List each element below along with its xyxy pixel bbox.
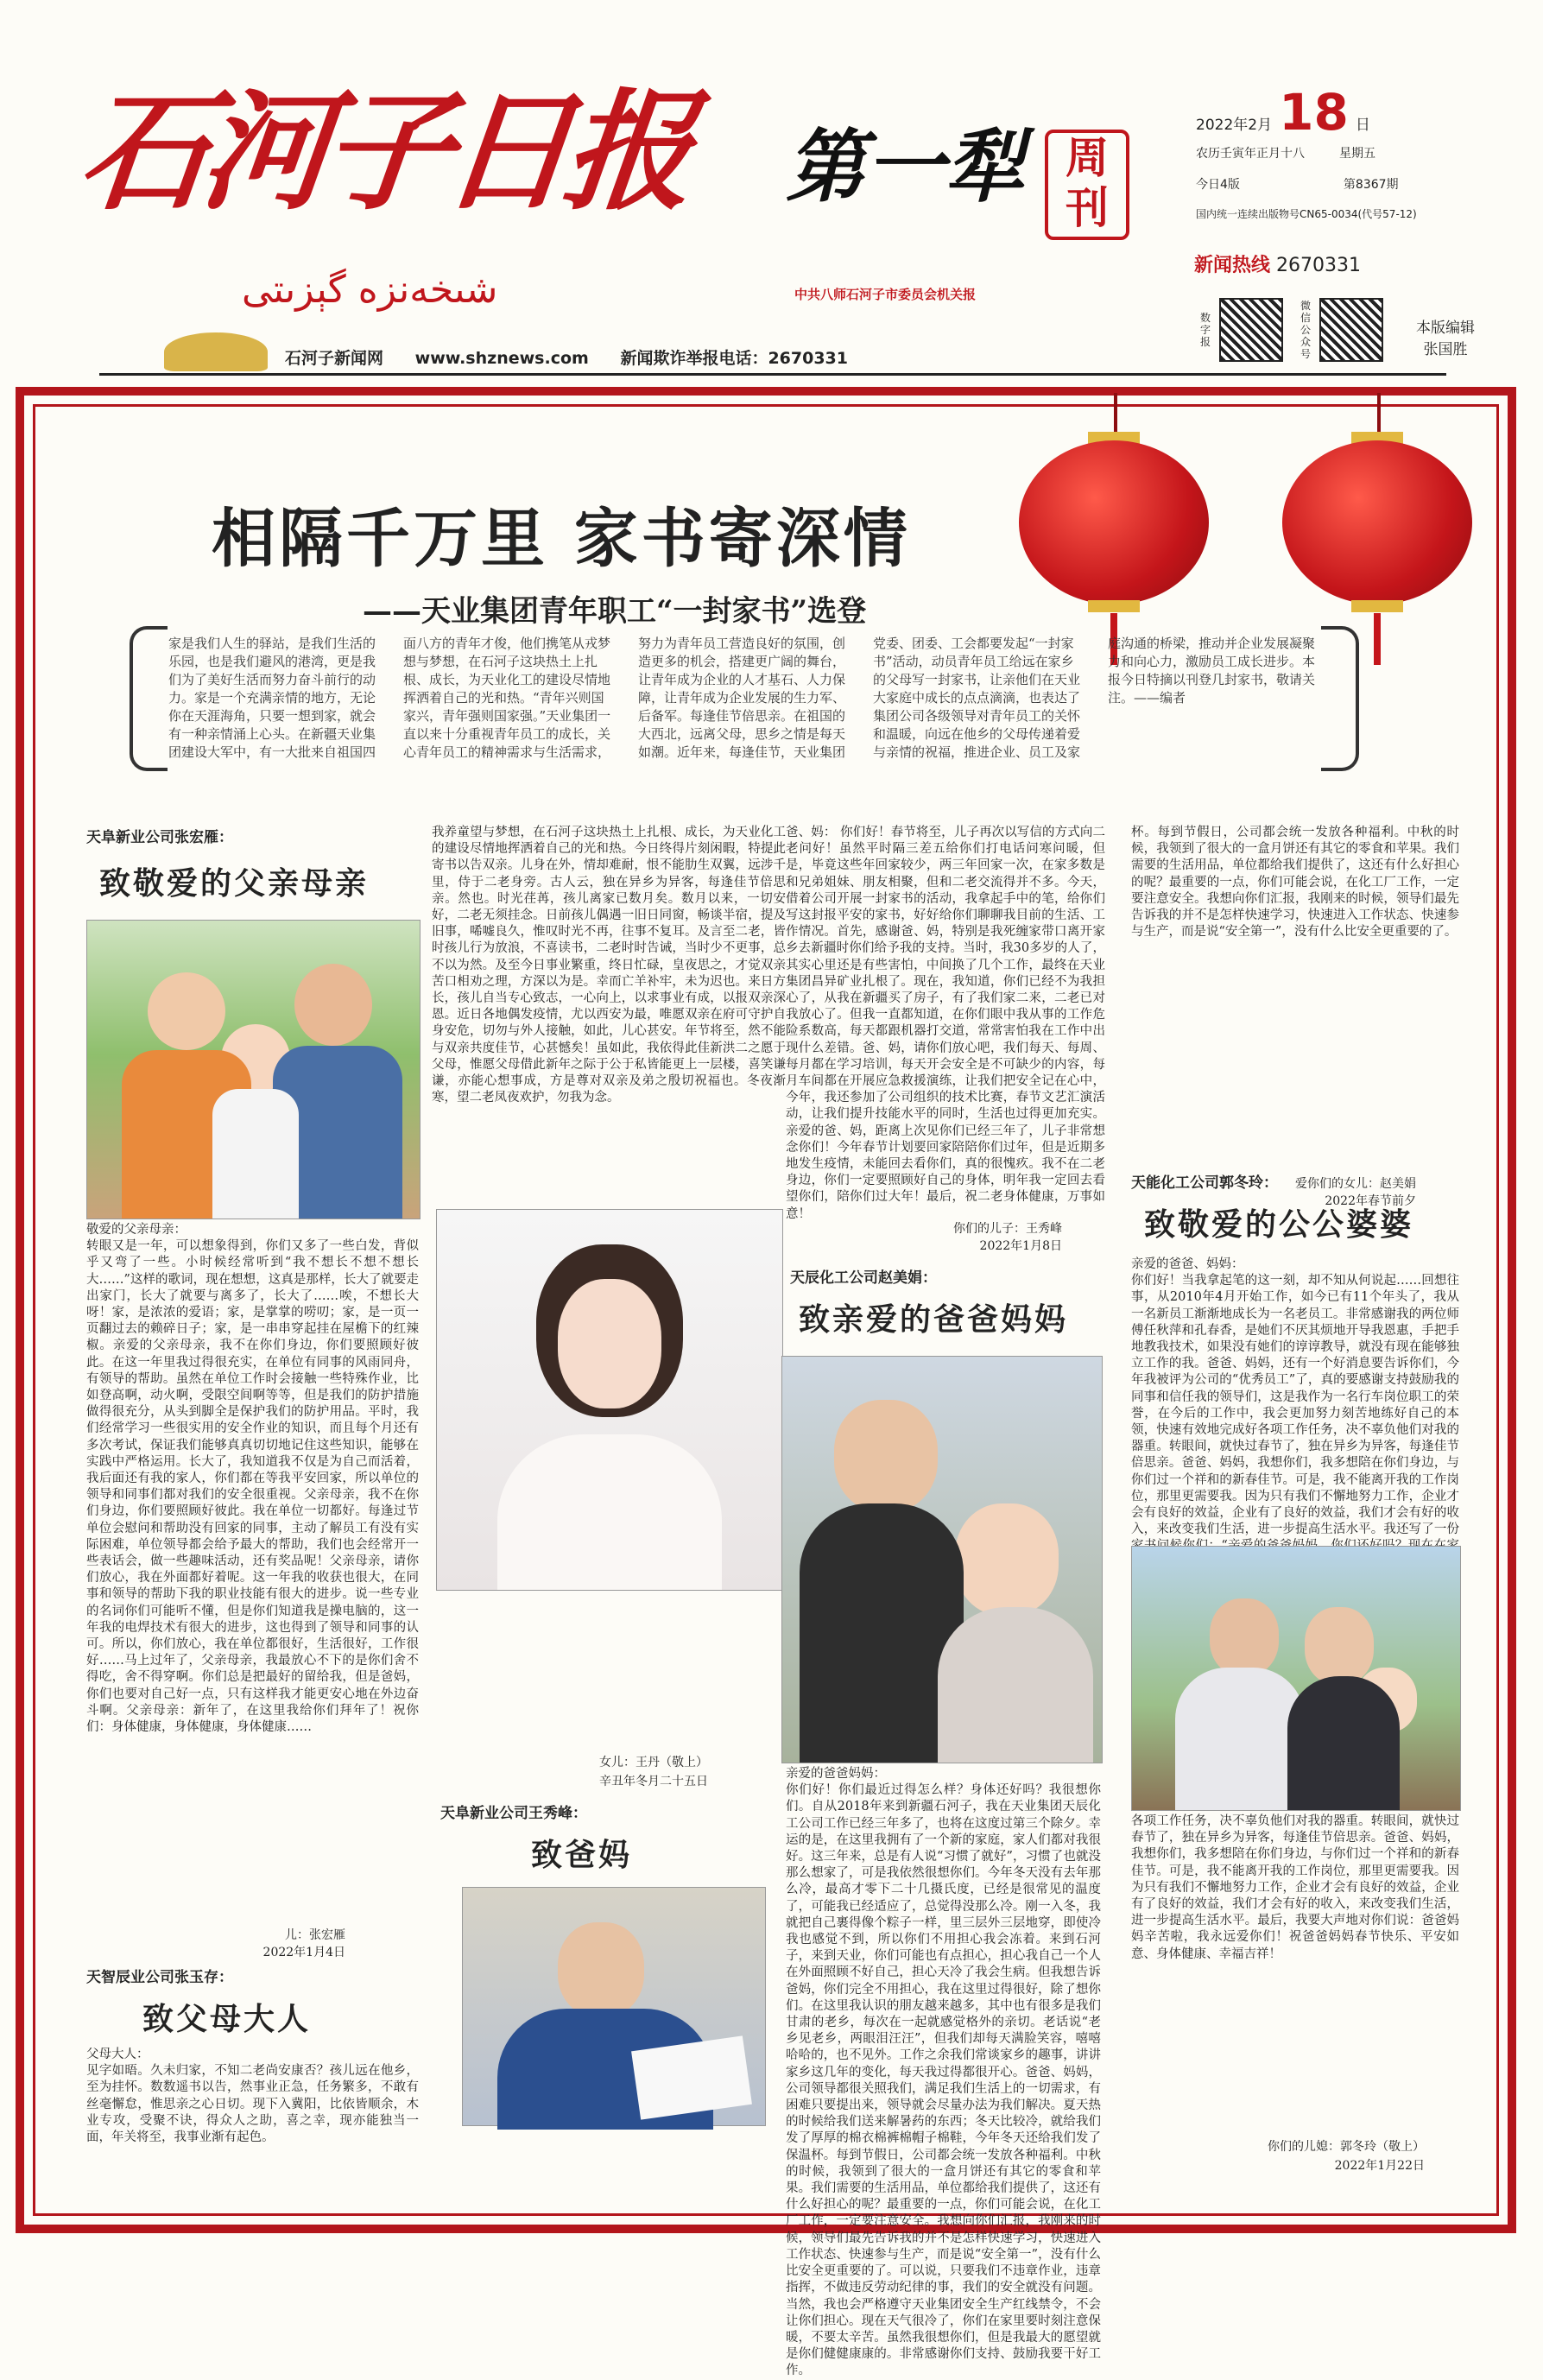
uyghur-title: شىخەنزە گېزىتى bbox=[242, 268, 498, 312]
issue-number: 第8367期 bbox=[1343, 178, 1399, 192]
letter-date: 2022年1月8日 bbox=[979, 1239, 1062, 1253]
qr-code-icon[interactable] bbox=[1319, 298, 1383, 362]
qr2-label: 微信公众号 bbox=[1300, 300, 1312, 360]
lantern-string bbox=[1114, 393, 1117, 436]
letter-signature: 你们的儿子：王秀峰 bbox=[953, 1222, 1062, 1236]
page-count: 今日4版 bbox=[1196, 178, 1240, 192]
letter-title: 致敬爱的公公婆婆 bbox=[1144, 1206, 1414, 1243]
date-day: 18 bbox=[1279, 83, 1349, 142]
letter-date: 2022年春节前夕 bbox=[1325, 1194, 1416, 1208]
masthead-title: 石河子日报 bbox=[73, 76, 693, 228]
letter-body: 敬爱的父亲母亲： 转眼又是一年，可以想象得到，你们又多了一些白发，背似乎又弯了一些。小时候经常听到“我不想长不想不想长大……”这样的歌词，现在想想，这真是那样，长大了就要走出家门，长大了就要与离多了，长大了……唉，不想长大呀！家，是浓浓的爱语；家，是掌掌的唠叨；家，是一页一页翻过去的赖碎日子；家，是一串串穿起挂在屋檐下的红辣椒。亲爱的父亲母亲，我不在你们身边，你们要照顾好彼此。在这一年里我过得很充实，在单位有同事的风雨同舟，有领导的帮助。虽然在单位工作时会接触一些特殊作业，比如登高啊，动火啊，受限空间啊等等，但是我们的防护措施做得很充分，从头到脚全是保护我们的防护用品。平时，我们经常学习一些很实用的安全作业的知识，而且每个月还有多次考试，保证我们能够真真切切地记住这些知识，能够在实践中严格运用。长大了，我知道我不仅是为自己而活着，我后面还有我的家人，你们都在等我平安回家，所以单位的领导和同事们都对我们的安全很重视。父亲母亲，我不在你们身边，你们要照顾好彼此。我在单位一切都好。每逢过节单位会慰问和帮助没有回家的同事，主动了解员工有没有实际困难，单位领导都会给予最大的帮助，我们也会经常开一些表话会，做一些趣味活动，还有奖品呢！父亲母亲，请你们放心，我在外面都好着呢。这一年我的收获也很大，在同事和领导的帮助下我的职业技能有很大的进步。说一些专业的名词你们可能听不懂，但是你们知道我是操电脑的，这一年我的电焊技术有很大的进步，这也得到了领导和同事的认可。所以，你们放心，我在单位都很好，生活很好，工作很好……马上过年了，父亲母亲，我最放心不下的是你们舍不得吃，舍不得穿啊。你们总是把最好的留给我，但是爸妈，你们也要对自己好一点，只有这样我才能更安心地在外边奋斗啊。父亲母亲：新年了，在这里我给你们拜年了！祝你们：身体健康，身体健康，身体健康…… bbox=[86, 1223, 419, 1735]
editor-credit bbox=[1416, 315, 1475, 358]
website-link[interactable]: www.shznews.com bbox=[414, 349, 589, 368]
letter-author: 天阜新业公司张宏雁： bbox=[86, 829, 233, 846]
family-photo bbox=[86, 920, 421, 1219]
letter-body-continued: 各项工作任务，决不辜负他们对我的器重。转眼间，就快过春节了，独在异乡为异客，每逢佳节倍思亲。爸爸、妈妈，我想你们，我多想陪在你们身边，与你们过一个祥和的新春佳节。可是，我不能离开我的工作岗位，那里更需要我。因为只有我们不懈地努力工作，企业才会有良好的效益，企业有了良好的效益，我们才会有好的收入，来改变我们生活，进一步提高生活水平。最后，我要大声地对你们说：爸爸妈妈辛苦啦，我永远爱你们！祝爸爸妈妈春节快乐、平安如意、身体健康、幸福吉祥！ bbox=[1131, 1814, 1459, 1961]
letter-date: 2022年1月4日 bbox=[262, 1946, 345, 1959]
website-row bbox=[285, 345, 874, 369]
letter-body: 我养童望与梦想，在石河子这块热土上扎根、成长，为天业化工的建设尽情地挥洒着自己的光和热。今日终得片刻闲暇，特提此寄书以告双亲。儿身在外，情却难耐，恨不能肋生双翼，远涉千里，侍于二老身旁。古人云，独在异乡为异客，每逢佳节倍思亲。然也。时光荏苒，孩儿离家已数月矣。数月以来，一切安好，二老无须挂念。日前孩儿偶遇一旧日同窗，畅谈半宿，提及旧事，唏嘘良久，惟叹时光不再，往事不复耳。及言至二老，皆时孩儿行为放浪，不喜读书，二老时时告诫，当时少不更事，总不以为然。及至今日事业繁重，终日忙碌，皇夜思之，才觉双亲苦口相劝之理，方深以为是。幸而亡羊补牢，未为迟也。来日方长，孩儿自当专心致志，一心向上，以求事业有成，以报双亲深恩。近日各地偶发疫情，尤以西安为最，唯愿双亲在府可守护自身安危，切勿与外人接触，如此，儿心甚安。年节将至，然不能与双亲共度佳节，心甚憾矣！虽如此，我依得此佳新洪二之愿于父母，惟愿父母借此新年之际于公于私皆能更上一层楼，喜笑谦谦，亦能心想事成，方是尊对双亲及弟之殷切祝福也。冬夜渐寒，望二老凤夜欢护，勿我为念。 bbox=[432, 826, 786, 1105]
report-hotline: 新闻欺诈举报电话：2670331 bbox=[620, 349, 848, 368]
letter-title: 致敬爱的父亲母亲 bbox=[99, 865, 370, 902]
editor-name: 张国胜 bbox=[1423, 341, 1468, 358]
cn-code: 国内统一连续出版物号CN65-0034(代号57-12) bbox=[1196, 208, 1417, 220]
section-title: 第一犁 bbox=[786, 120, 1025, 213]
hotline-number: 2670331 bbox=[1276, 255, 1361, 276]
letter-signature: 女儿：王丹（敬上） bbox=[599, 1756, 708, 1769]
lantern-icon bbox=[1282, 440, 1472, 604]
letter-body: 父母大人： 见字如晤。久未归家，不知二老尚安康否？孩儿远在他乡，至为挂怀。数数遥书以告，然事业正急，任务繁多，不敢有丝毫懈怠，惟思亲之心日切。现下入冀阳，比依皆顺余，木业专攻，受聚不诀，得众人之助，喜之幸，现亦能独当一面，年关将至，我事业渐有起色。 bbox=[86, 2048, 419, 2145]
date-prefix: 2022年2月 bbox=[1196, 117, 1273, 134]
intro-bracket-right bbox=[1321, 626, 1359, 771]
qr-code-icon[interactable] bbox=[1219, 298, 1283, 362]
portrait-photo bbox=[436, 1209, 783, 1591]
publisher-label: 中共八师石河子市委员会机关报 bbox=[794, 287, 977, 302]
news-hotline bbox=[1194, 250, 1361, 277]
website-label: 石河子新闻网 bbox=[285, 349, 384, 368]
letter-signature: 爱你们的女儿：赵美娟 bbox=[1295, 1177, 1416, 1191]
letter-body-continued: 杯。每到节假日，公司都会统一发放各种福利。中秋的时候，我领到了很大的一盒月饼还有其它的零食和苹果。我们需要的生活用品，单位都给我们提供了，这还有什么好担心的呢？最重要的一点，你们可能会说，在化工厂工作，一定要注意安全。我想向你们汇报，我刚来的时候，领导们最先告诉我的并不是怎样快速学习，快速进入工作状态、快速参与生产，而是说“安全第一”，没有什么比安全更重要的了。 bbox=[1131, 826, 1459, 940]
letter-author: 天能化工公司郭冬玲： bbox=[1131, 1174, 1278, 1192]
lion-emblem-icon bbox=[164, 332, 268, 371]
lantern-string bbox=[1377, 393, 1381, 436]
letter-date: 2022年1月22日 bbox=[1334, 2159, 1425, 2173]
letter-title: 致亲爱的爸爸妈妈 bbox=[799, 1301, 1069, 1338]
masthead-divider bbox=[99, 373, 1446, 376]
letter-author: 天智辰业公司张玉存： bbox=[86, 1969, 233, 1986]
letter-author: 天辰化工公司赵美娟： bbox=[790, 1269, 937, 1287]
feature-subhead: ——天业集团青年职工“一封家书”选登 bbox=[363, 594, 867, 629]
letter-signature: 儿：张宏雁 bbox=[285, 1928, 345, 1942]
letter-title: 致父母大人 bbox=[142, 2001, 312, 2037]
issue-date bbox=[1196, 83, 1417, 221]
letter-body: 亲爱的爸爸妈妈： 你们好！你们最近过得怎么样？身体还好吗？我很想你们。自从2018年来到新疆石河子，我在天业集团天辰化工公司工作已经三年多了，也将在这度过第三个除夕。幸运的是，在这里我拥有了一个新的家庭，家人们都对我很好。这三年来，总是有人说“习惯了就好”，习惯了也就没那么想家了，可是我依然很想你们。今年冬天没有去年那么冷，最高才零下二十几摄氏度，已经是很常见的温度了，可能我已经适应了，总觉得没那么冷。刚一入冬，我就把自己裹得像个粽子一样，里三层外三层地穿，即使冷我也感觉不到，所以你们不用担心我会冻着。来到石河子，来到天业，你们可能也有点担心，担心我自己一个人在外面照顾不好自己，担心天冷了我会生病。但我想告诉爸妈，你们完全不用担心，我在这里过得很好，除了想你们。在这里我认识的朋友越来越多，其中也有很多是我们甘肃的老乡，每次在一起就感觉格外的亲切。老话说“老乡见老乡，两眼泪汪汪”，但我们却每天满脸笑容，嘻嘻哈哈的，也不见外。工作之余我们常谈家乡的趣事，讲讲家乡这几年的变化，每天我过得都很开心。爸爸、妈妈，公司领导都很关照我们，满足我们生活上的一切需求，有困难只要提出来，领导就会尽量办法为我们解决。夏天热的时候给我们送来解暑药的东西；冬天比较冷，就给我们发了厚厚的棉衣棉裤棉帽子棉鞋，今年冬天还给我们发了保温杯。每到节假日，公司都会统一发放各种福利。中秋的时候，我领到了很大的一盒月饼还有其它的零食和苹果。我们需要的生活用品，单位都给我们提供了，这还有什么好担心的呢？最重要的一点，你们可能会说，在化工厂工作，一定要注意安全。我想向你们汇报，我刚来的时候，领导们最先告诉我的并不是怎样快速学习，快速进入工作状态、快速参与生产，而是说“安全第一”，没有什么比安全更重要的了。可以说，只要我们不违章作业，违章指挥，不做违反劳动纪律的事，我们的安全就没有问题。当然，我也会严格遵守天业集团安全生产红线禁令，不会让你们担心。现在天气很冷了，你们在家里要时刻注意保暖，不要太辛苦。虽然我很想你们，但是我最大的愿望就是你们健健康康的。非常感谢你们支持、鼓励我要干好工作。 bbox=[786, 1767, 1101, 2378]
qr-codes bbox=[1200, 298, 1383, 362]
lantern-tassel bbox=[1374, 613, 1381, 665]
lantern-icon bbox=[1019, 440, 1209, 604]
letter-title: 致爸妈 bbox=[531, 1837, 633, 1873]
lunar-date: 农历壬寅年正月十八 bbox=[1196, 147, 1305, 161]
letter-body: 爸、妈： 你们好！春节将至，儿子再次以写信的方式向二老问好！虽然平时隔三差五给你们打电话问寒问暖，但是，毕竟这些年回家较少，两三年回家一次，在家多数是和兄弟姐妹、朋友相聚，但和二老交流得并不多。今天，借着公司开展一封家书的活动，我拿起手中的笔，给你们写这封报平安的家书，好好给你们聊聊我目前的生活、工作情况。首先，感谢爸、妈，特别是我死缠家带口离开家乡去新疆时你们给予我的支持。当时，我30多岁的人了，其实心里还是有些害怕，中间换了几个工作，最终在天业集团昌异矿业扎根了。现在，我知道，你们已经不为我担心了，从我在新疆买了房子，有了我们家二来，二老已对我放心了。但我一直都知道，在你们眼中我从事的工作危险系数高，每天都跟机器打交道，常常害怕我在工作中出现什么差错。爸、妈，请你们放心吧，我们每天、每周、每月都在学习培训，每天开会安全是不可缺少的内容，每月车间都在开展应急救援演练，让我们把安全记在心中，今年，我还参加了公司组织的技术比赛，春节文艺汇演活动，让我们提升技能水平的同时，生活也过得更加充实。亲爱的爸、妈，距离上次见你们已经三年了，儿子非常想念你们！今年春节计划要回家陪陪你们过年，但是近期多地发生疫情，未能回去看你们，真的很愧疚。我不在二老身边，你们一定要照顾好自己的身体，明年我一定回去看望你们，陪你们过大年！最后，祝二老身体健康，万事如意！ bbox=[786, 826, 1105, 1221]
weekday: 星期五 bbox=[1339, 147, 1375, 161]
letter-date: 辛丑年冬月二十五日 bbox=[599, 1775, 708, 1788]
couple-photo bbox=[781, 1356, 1103, 1763]
date-suffix: 日 bbox=[1355, 117, 1370, 134]
hotline-label: 新闻热线 bbox=[1194, 255, 1271, 276]
lantern-cap bbox=[1351, 600, 1403, 612]
intro-bracket-left bbox=[130, 626, 168, 771]
qr1-label: 数字报 bbox=[1200, 312, 1211, 348]
letter-body: 亲爱的爸爸、妈妈： 你们好！当我拿起笔的这一刻，却不知从何说起……回想往事，从2010年4月开始工作，如今已有11个年头了，我从一名新员工渐渐地成长为一名老员工。非常感谢我的两位师傅任秋萍和孔春香，是她们不厌其烦地开导我恩惠，手把手地教我技术，如果没有她们的谆谆教导，就没有现在能够独立工作的我。爸爸、妈妈，还有一个好消息要告诉你们，今年我被评为公司的“优秀员工”了，真的要感谢支持鼓励我的同事和信任我的领导们，这是我作为一名行车岗位职工的荣誉，在今后的工作中，我会更加努力刻苦地练好自己的本领，快速有效地完成好各项工作任务，决不辜负他们对我的器重。转眼间，就快过春节了，独在异乡为异客，每逢佳节倍思亲。爸爸、妈妈，我想你们，我多想陪在你们身边，与你们过一个祥和的新春佳节。可是，我不能离开我的工作岗位，那里更需要我。因为只有我们不懈地努力工作，企业才会有良好的效益，企业有了良好的效益，我们才会有好的收入，来改变我们生活，进一步提高生活水平。我还写了一份 bbox=[1131, 1257, 1459, 1537]
letter-signature: 你们的儿媳：郭冬玲（敬上） bbox=[1268, 2140, 1425, 2154]
family-photo bbox=[1131, 1546, 1461, 1811]
feature-headline: 相隔千万里 家书寄深情 bbox=[212, 502, 911, 576]
worker-photo bbox=[462, 1887, 766, 2126]
lantern-cap bbox=[1088, 600, 1140, 612]
letter-author: 天阜新业公司王秀峰： bbox=[440, 1805, 587, 1822]
editor-label: 本版编辑 bbox=[1416, 320, 1475, 337]
weekly-badge: 周刊 bbox=[1045, 130, 1129, 240]
feature-intro: 家是我们人生的驿站，是我们生活的乐园，也是我们避风的港湾，更是我们为了美好生活而努力奋斗前行的动力。家是一个充满亲情的地方，无论你在天涯海角，只要一想到家，就会有一种亲情涌上心头。在新疆天业集团建设大军中，有一大批来自祖国四面八方的青年才俊，他们携笔从戎梦想与梦想，在石河子这块热土上扎根、成长，为天业化工的建设尽情地挥洒着自己的光和热。“青年兴则国家兴，青年强则国家强。”天业集团一直以来十分重视青年员工的成长，关心青年员工的精神需求与生活需求，努力为青年员工营造良好的氛围，创造更多的机会，搭建更广阔的舞台，让青年成为企业的人才基石、人力保障，让青年成为企业发展的生力军、后备军。每逢佳节倍思亲。在祖国的大西北，远离父母，思乡之情是每天如潮。近年来，每逢佳节，天业集团党委、团委、工会都要发起“一封家书”活动，动员青年员工给远在家乡的父母写一封家书，让亲他们在天业大家庭中成长的点点滴滴，也表达了集团公司各级领导对青年员工的关怀和温暖，向远在他乡的父母传递着爱与亲情的祝福，推进企业、员工及家庭沟通的桥梁，推动并企业发展凝聚力和向心力，激励员工成长进步。本报今日特摘以刊登几封家书，敬请关注。——编者 bbox=[168, 636, 1316, 760]
